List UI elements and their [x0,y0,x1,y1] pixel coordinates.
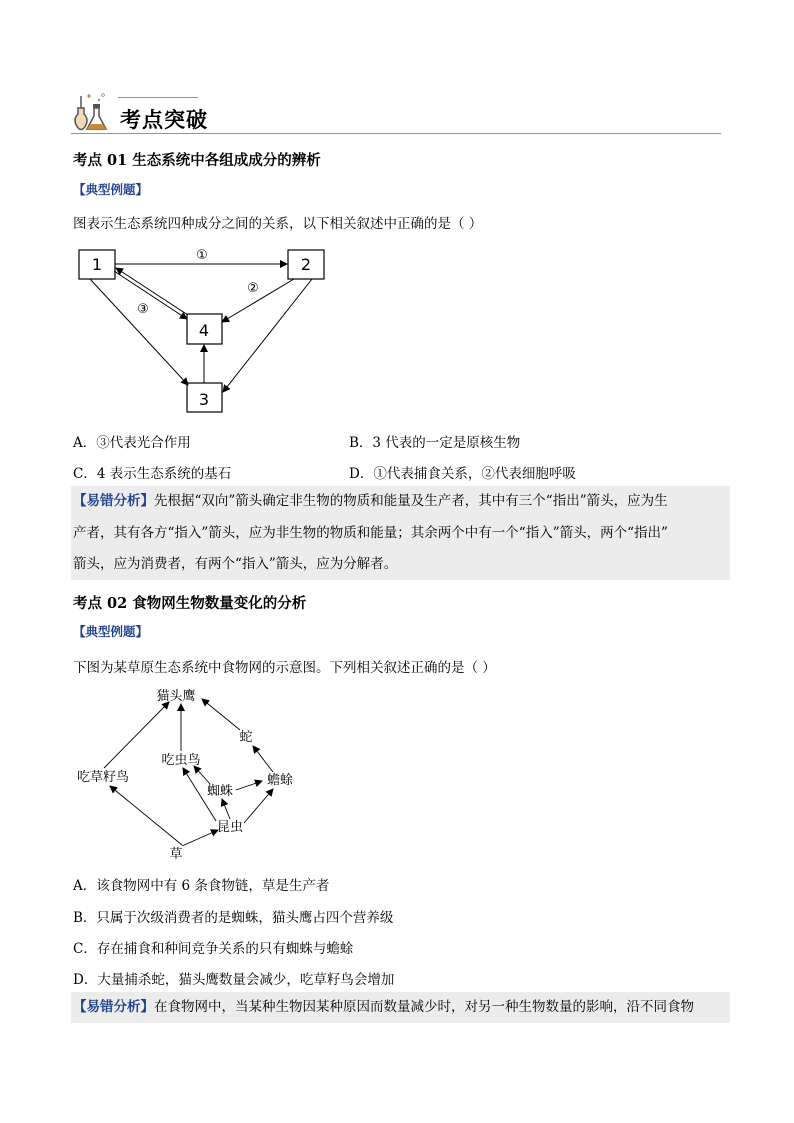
s2-option-d[interactable]: D．大量捕杀蛇，猫头鹰数量会减少，吃草籽鸟会增加 [73,972,395,988]
analysis-line-2: 产者，其有各方“指入”箭头，应为非生物的物质和能量；其余两个中有一个“指入”箭头，两个“指出” [73,524,668,541]
analysis-label: 【易错分析】 [73,493,154,509]
ecosystem-diagram [72,240,342,420]
analysis2-text: 在食物网中，当某种生物因某种原因而数量减少时，对另一种生物数量的影响，沿不同食物 [154,999,694,1015]
node-owl: 猫头鹰 [156,689,196,704]
node-snake: 蛇 [239,730,253,745]
node-insect-bird: 吃虫鸟 [161,753,201,768]
header-deco-line [118,97,198,98]
arrow-1-to-4 [114,271,187,319]
arrow-spider-insectbird [194,766,210,784]
s2-option-b[interactable]: B．只属于次级消费者的是蜘蛛，猫头鹰占四个营养级 [73,910,394,926]
arrow-insect-spider [222,799,230,819]
node-spider: 蜘蛛 [206,784,234,799]
s1-option-a[interactable]: A．③代表光合作用 [73,435,191,451]
s1-option-b[interactable]: B．3 代表的一定是原核生物 [349,435,521,451]
s1-option-c[interactable]: C．4 表示生态系统的基石 [73,466,232,482]
s2-option-c[interactable]: C．存在捕食和种间竞争关系的只有蜘蛛与蟾蜍 [73,941,354,957]
analysis-line-3: 箭头，应为消费者，有两个“指入”箭头，应为分解者。 [73,556,398,572]
section1-analysis [71,486,730,580]
arrow-grass-insect [182,830,218,846]
header-divider [71,133,721,134]
arrow-snake-owl [202,699,240,730]
page-title: 考点突破 [120,108,208,132]
arrow-seedbird-owl [104,702,169,768]
arrow-label-1: ① [196,248,208,263]
arrow-grass-seedbird [110,786,182,845]
box-3-label: 3 [198,390,210,409]
section1-heading: 考点 01 生态系统中各组成成分的辨析 [73,152,321,169]
food-web-diagram [70,680,310,865]
arrow-toad-snake [253,746,273,772]
arrow-1-to-3 [90,279,188,385]
section2-question: 下图为某草原生态系统中食物网的示意图。下列相关叙述正确的是（ ） [73,660,496,676]
arrow-4-to-1 [116,268,188,315]
arrow-2-to-3 [223,279,312,392]
section1-tag: 【典型例题】 [73,182,149,197]
lab-flask-icon [70,92,116,132]
s2-option-a[interactable]: A．该食物网中有 6 条食物链，草是生产者 [73,878,330,894]
arrow-label-2: ② [247,281,259,296]
node-toad: 蟾蜍 [266,773,294,788]
analysis-line-1: 先根据“双向”箭头确定非生物的物质和能量及生产者，其中有三个“指出”箭头，应为生 [154,493,668,509]
section2-tag: 【典型例题】 [73,624,149,639]
node-grass: 草 [169,847,183,862]
section2-analysis [71,992,730,1023]
analysis2-label: 【易错分析】 [73,999,154,1015]
section1-question: 图表示生态系统四种成分之间的关系，以下相关叙述中正确的是（ ） [73,216,483,232]
section2-heading: 考点 02 食物网生物数量变化的分析 [73,595,307,612]
arrow-insect-toad [244,789,273,823]
box-1-label: 1 [91,255,103,274]
arrow-spider-toad [236,781,262,790]
box-4-label: 4 [198,321,210,340]
arrow-label-3: ③ [137,302,149,317]
node-insect: 昆虫 [216,820,244,835]
box-2-label: 2 [300,255,312,274]
s1-option-d[interactable]: D．①代表捕食关系，②代表细胞呼吸 [349,466,576,482]
node-seed-bird: 吃草籽鸟 [76,770,130,785]
